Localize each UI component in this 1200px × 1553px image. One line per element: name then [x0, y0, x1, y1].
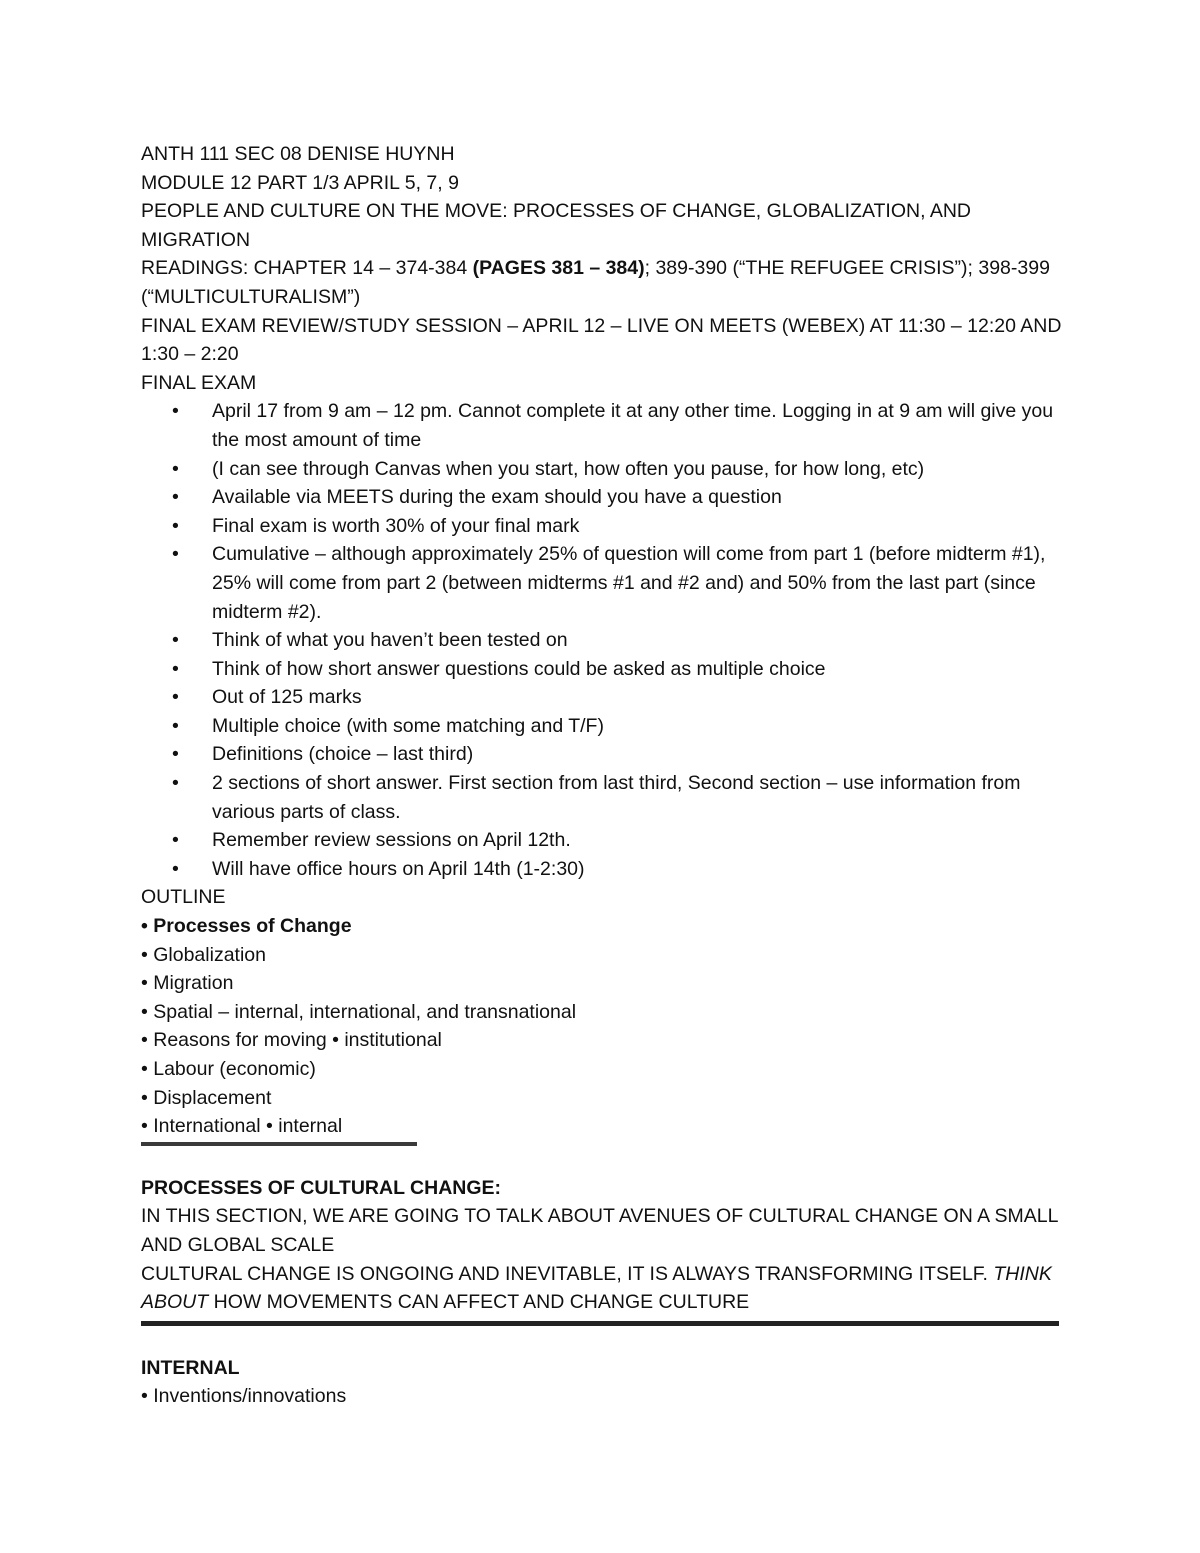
outline-heading: OUTLINE — [141, 886, 226, 909]
outline-item: • Reasons for moving • institutional — [141, 1029, 442, 1052]
list-item — [141, 455, 1071, 484]
list-item — [141, 855, 1071, 884]
readings-line — [141, 254, 1071, 311]
outline-item: • Labour (economic) — [141, 1058, 316, 1080]
bullet-icon: • — [172, 543, 179, 566]
bullet-icon: • — [172, 514, 179, 537]
list-item-text: Think of what you haven’t been tested on — [212, 629, 568, 652]
list-item-text: Out of 125 marks — [212, 686, 362, 709]
outline-item: • Migration — [141, 972, 234, 995]
list-item — [141, 512, 1071, 541]
outline-item: • International • internal — [141, 1115, 343, 1138]
bullet-icon: • — [172, 686, 179, 709]
outline-item: • Spatial – internal, international, and transnational — [141, 1000, 577, 1023]
document-page — [141, 140, 1071, 1411]
bullet-icon: • — [172, 743, 179, 766]
internal-heading: INTERNAL — [141, 1356, 240, 1379]
readings-text: READINGS: CHAPTER 14 – 374-384 — [141, 257, 473, 280]
list-item-text: April 17 from 9 am – 12 pm. Cannot complete it at any other time. Logging in at 9 am will give you the most amount of time — [212, 400, 1054, 451]
module-line: MODULE 12 PART 1/3 APRIL 5, 7, 9 — [141, 171, 459, 194]
readings-pages-bold: (PAGES 381 – 384) — [472, 257, 645, 280]
list-item — [141, 483, 1071, 512]
bullet-icon: • — [172, 400, 179, 423]
topic-line: PEOPLE AND CULTURE ON THE MOVE: PROCESSES OF CHANGE, GLOBALIZATION, AND MIGRATION — [141, 200, 972, 251]
list-item-text: Think of how short answer questions could be asked as multiple choice — [212, 657, 826, 680]
list-item-text: Final exam is worth 30% of your final mark — [212, 514, 580, 537]
list-item — [141, 740, 1071, 769]
blank-line — [141, 1146, 1071, 1174]
processes-statement-italic: THINK ABOUT — [141, 1262, 1052, 1314]
outline-item: • Processes of Change — [141, 915, 352, 938]
bullet-icon: • — [172, 714, 179, 737]
list-item — [141, 769, 1071, 826]
list-item-text: 2 sections of short answer. First section from last third, Second section – use information from various parts of class. — [212, 772, 1021, 823]
bullet-icon: • — [172, 772, 179, 795]
list-item — [141, 397, 1071, 454]
bullet-icon: • — [172, 629, 179, 652]
list-item-text: Definitions (choice – last third) — [212, 743, 474, 766]
internal-item: • Inventions/innovations — [141, 1385, 347, 1408]
processes-statement-rest: HOW MOVEMENTS CAN AFFECT AND CHANGE CULTURE — [208, 1291, 750, 1314]
list-item-text: (I can see through Canvas when you start, how often you pause, for how long, etc) — [212, 457, 925, 480]
bullet-icon: • — [172, 857, 179, 880]
list-item — [141, 540, 1071, 626]
review-session-line: FINAL EXAM REVIEW/STUDY SESSION – APRIL 12 – LIVE ON MEETS (WEBEX) AT 11:30 – 12:20 AND 1:30 – 2:20 — [141, 314, 1062, 366]
processes-statement — [141, 1260, 1071, 1317]
list-item-text: Remember review sessions on April 12th. — [212, 829, 571, 852]
outline-item: • Globalization — [141, 943, 266, 966]
list-item — [141, 655, 1071, 684]
list-item-text: Cumulative – although approximately 25% of question will come from part 1 (before midterm #1), 25% will come from part 2 (between midterms #1 and #2 and) and 50% from the last part (since midterm #2). — [212, 543, 1046, 623]
final-exam-list — [141, 397, 1071, 883]
list-item-text: Multiple choice (with some matching and T/F) — [212, 714, 604, 737]
processes-heading: PROCESSES OF CULTURAL CHANGE: — [141, 1176, 502, 1199]
bullet-icon: • — [172, 657, 179, 680]
bullet-icon: • — [172, 829, 179, 852]
list-item — [141, 683, 1071, 712]
list-item-text: Available via MEETS during the exam should you have a question — [212, 486, 782, 509]
blank-line — [141, 1326, 1071, 1354]
outline-item: • Displacement — [141, 1086, 272, 1109]
list-item — [141, 626, 1071, 655]
course-line: ANTH 111 SEC 08 DENISE HUYNH — [141, 143, 455, 165]
bullet-icon: • — [172, 486, 179, 509]
readings-text-rest: ; 389-390 (“THE REFUGEE CRISIS”); 398-399 (“MULTICULTURALISM”) — [141, 257, 1050, 308]
list-item-text: Will have office hours on April 14th (1-2:30) — [212, 857, 585, 880]
list-item — [141, 712, 1071, 741]
list-item — [141, 826, 1071, 855]
bullet-icon: • — [172, 457, 179, 480]
processes-intro: IN THIS SECTION, WE ARE GOING TO TALK ABOUT AVENUES OF CULTURAL CHANGE ON A SMALL AND GLOBAL SCALE — [141, 1205, 1058, 1256]
final-exam-heading: FINAL EXAM — [141, 371, 257, 394]
processes-statement-text: CULTURAL CHANGE IS ONGOING AND INEVITABLE, IT IS ALWAYS TRANSFORMING ITSELF. — [141, 1262, 994, 1285]
